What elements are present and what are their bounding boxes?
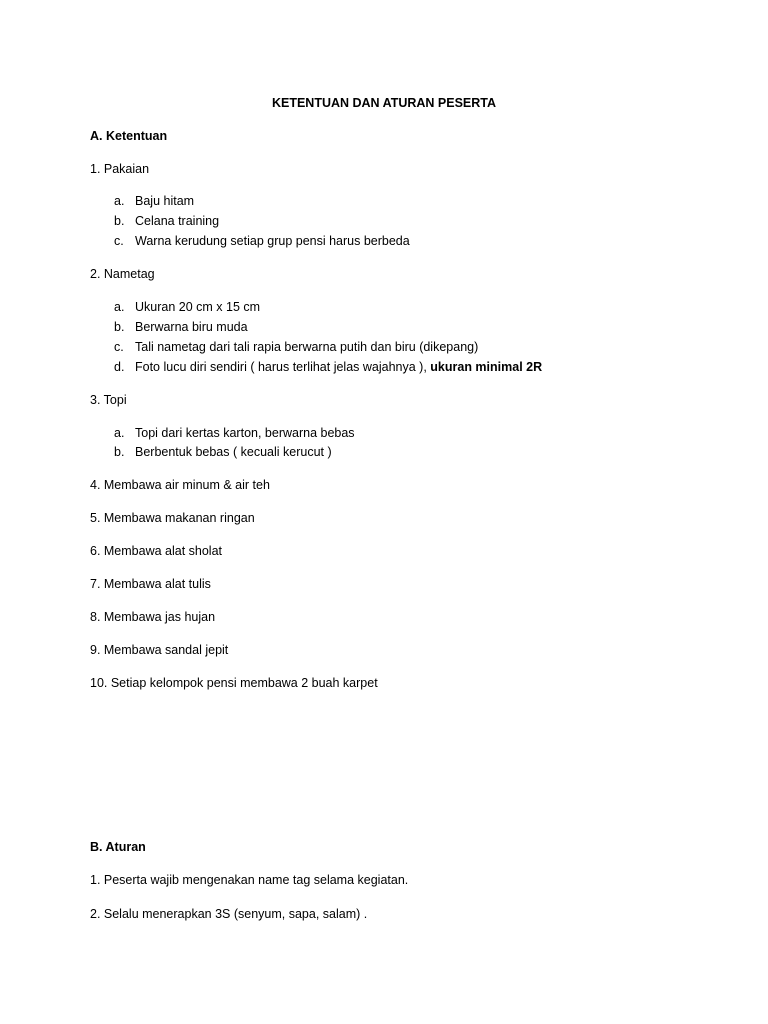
section-a-heading: A. Ketentuan <box>90 129 168 143</box>
list-item: 10. Setiap kelompok pensi membawa 2 buah karpet <box>90 676 378 690</box>
sub-list-item <box>114 193 194 209</box>
sub-marker: c. <box>114 234 124 248</box>
sub-marker: d. <box>114 360 125 374</box>
sub-list-item <box>114 444 332 460</box>
sub-marker: c. <box>114 340 124 354</box>
sub-text: Berwarna biru muda <box>135 320 248 334</box>
sub-marker: b. <box>114 445 125 459</box>
list-item: 1. Pakaian <box>90 162 150 176</box>
sub-text: Topi dari kertas karton, berwarna bebas <box>135 426 355 440</box>
sub-list-item <box>114 359 542 375</box>
sub-marker: a. <box>114 300 125 314</box>
sub-text: Foto lucu diri sendiri ( harus terlihat jelas wajahnya ), <box>135 360 431 374</box>
sub-list-item <box>114 233 410 249</box>
list-item: 3. Topi <box>90 393 127 407</box>
list-item: 4. Membawa air minum & air teh <box>90 478 270 492</box>
sub-list-item <box>114 425 355 441</box>
list-item: 2. Selalu menerapkan 3S (senyum, sapa, salam) . <box>90 907 368 921</box>
sub-text: Berbentuk bebas ( kecuali kerucut ) <box>135 445 332 459</box>
list-item: 7. Membawa alat tulis <box>90 577 211 591</box>
sub-text: Baju hitam <box>135 194 195 208</box>
list-item: 9. Membawa sandal jepit <box>90 643 229 657</box>
sub-list-item <box>114 299 260 315</box>
sub-text: Warna kerudung setiap grup pensi harus berbeda <box>135 234 410 248</box>
sub-text: Tali nametag dari tali rapia berwarna putih dan biru (dikepang) <box>135 340 479 354</box>
list-item: 8. Membawa jas hujan <box>90 610 216 624</box>
sub-list-item <box>114 213 219 229</box>
list-item: 6. Membawa alat sholat <box>90 544 223 558</box>
sub-text: Ukuran 20 cm x 15 cm <box>135 300 261 314</box>
sub-text: Celana training <box>135 214 220 228</box>
sub-list-item <box>114 319 248 335</box>
list-item: 5. Membawa makanan ringan <box>90 511 255 525</box>
sub-marker: b. <box>114 320 125 334</box>
sub-marker: b. <box>114 214 125 228</box>
section-b-heading: B. Aturan <box>90 840 146 854</box>
sub-marker: a. <box>114 426 125 440</box>
sub-marker: a. <box>114 194 125 208</box>
list-item: 2. Nametag <box>90 267 155 281</box>
sub-list-item <box>114 339 478 355</box>
list-item: 1. Peserta wajib mengenakan name tag selama kegiatan. <box>90 873 409 887</box>
sub-bold-text: ukuran minimal 2R <box>430 360 543 374</box>
document-title: KETENTUAN DAN ATURAN PESERTA <box>271 96 497 110</box>
